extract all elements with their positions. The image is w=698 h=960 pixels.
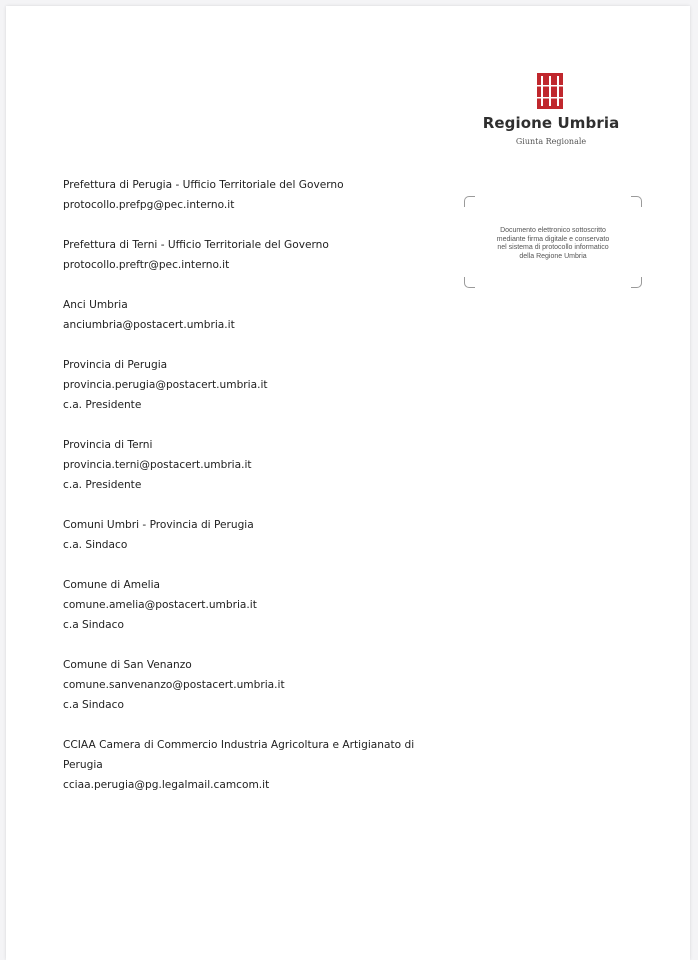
recipient-email: protocollo.prefpg@pec.interno.it bbox=[63, 199, 235, 211]
recipient-name: Provincia di Perugia bbox=[63, 359, 168, 371]
recipient-name: Prefettura di Perugia - Ufficio Territoriale del Governo bbox=[63, 179, 344, 191]
recipient-name: Comune di San Venanzo bbox=[63, 659, 192, 671]
recipient-name: Comuni Umbri - Provincia di Perugia bbox=[63, 519, 254, 531]
stamp-corner bbox=[464, 277, 475, 288]
stamp-line: Documento elettronico sottoscritto bbox=[500, 227, 606, 234]
recipient-anci-umbria bbox=[63, 295, 423, 335]
brand-subtitle: Giunta Regionale bbox=[515, 137, 587, 146]
recipient-provincia-terni bbox=[63, 435, 423, 495]
document-page bbox=[6, 6, 690, 960]
recipient-attention: c.a Sindaco bbox=[63, 619, 124, 631]
stamp-corner bbox=[631, 277, 642, 288]
recipient-attention: c.a. Presidente bbox=[63, 399, 142, 411]
recipient-comuni-umbri bbox=[63, 515, 423, 555]
stamp-line: nel sistema di protocollo informatico bbox=[497, 244, 609, 251]
recipient-email: provincia.terni@postacert.umbria.it bbox=[63, 459, 252, 471]
stamp-line: della Regione Umbria bbox=[519, 252, 587, 260]
recipient-email: comune.amelia@postacert.umbria.it bbox=[63, 599, 257, 611]
recipient-comune-san-venanzo bbox=[63, 655, 423, 715]
recipient-name: Comune di Amelia bbox=[63, 579, 161, 591]
recipient-prefettura-terni bbox=[63, 235, 423, 275]
digital-signature-stamp bbox=[464, 196, 642, 288]
recipient-provincia-perugia bbox=[63, 355, 423, 415]
regione-umbria-logo-icon bbox=[537, 73, 563, 109]
recipient-cciaa bbox=[63, 735, 423, 795]
recipients-list bbox=[63, 175, 423, 815]
recipient-name: CCIAA Camera di Commercio Industria Agricoltura e Artigianato di bbox=[63, 739, 415, 751]
stamp-text bbox=[472, 227, 634, 261]
stamp-corner bbox=[464, 196, 475, 207]
stamp-line: mediante firma digitale e conservato bbox=[496, 235, 610, 243]
recipient-attention: c.a Sindaco bbox=[63, 699, 124, 711]
recipient-email: provincia.perugia@postacert.umbria.it bbox=[63, 379, 268, 391]
recipient-attention: c.a. Sindaco bbox=[63, 539, 128, 551]
recipient-email: anciumbria@postacert.umbria.it bbox=[63, 319, 235, 331]
recipient-attention: c.a. Presidente bbox=[63, 479, 142, 491]
recipient-name: Anci Umbria bbox=[63, 299, 128, 311]
brand-name: Regione Umbria bbox=[482, 114, 620, 132]
recipient-comune-amelia bbox=[63, 575, 423, 635]
recipient-email: cciaa.perugia@pg.legalmail.camcom.it bbox=[63, 779, 270, 791]
recipient-email: comune.sanvenanzo@postacert.umbria.it bbox=[63, 679, 285, 691]
recipient-name-continued: Perugia bbox=[63, 759, 103, 771]
recipient-email: protocollo.preftr@pec.interno.it bbox=[63, 259, 230, 271]
recipient-name: Prefettura di Terni - Ufficio Territoriale del Governo bbox=[63, 239, 329, 251]
recipient-prefettura-perugia bbox=[63, 175, 423, 215]
stamp-corner bbox=[631, 196, 642, 207]
recipient-name: Provincia di Terni bbox=[63, 439, 153, 451]
